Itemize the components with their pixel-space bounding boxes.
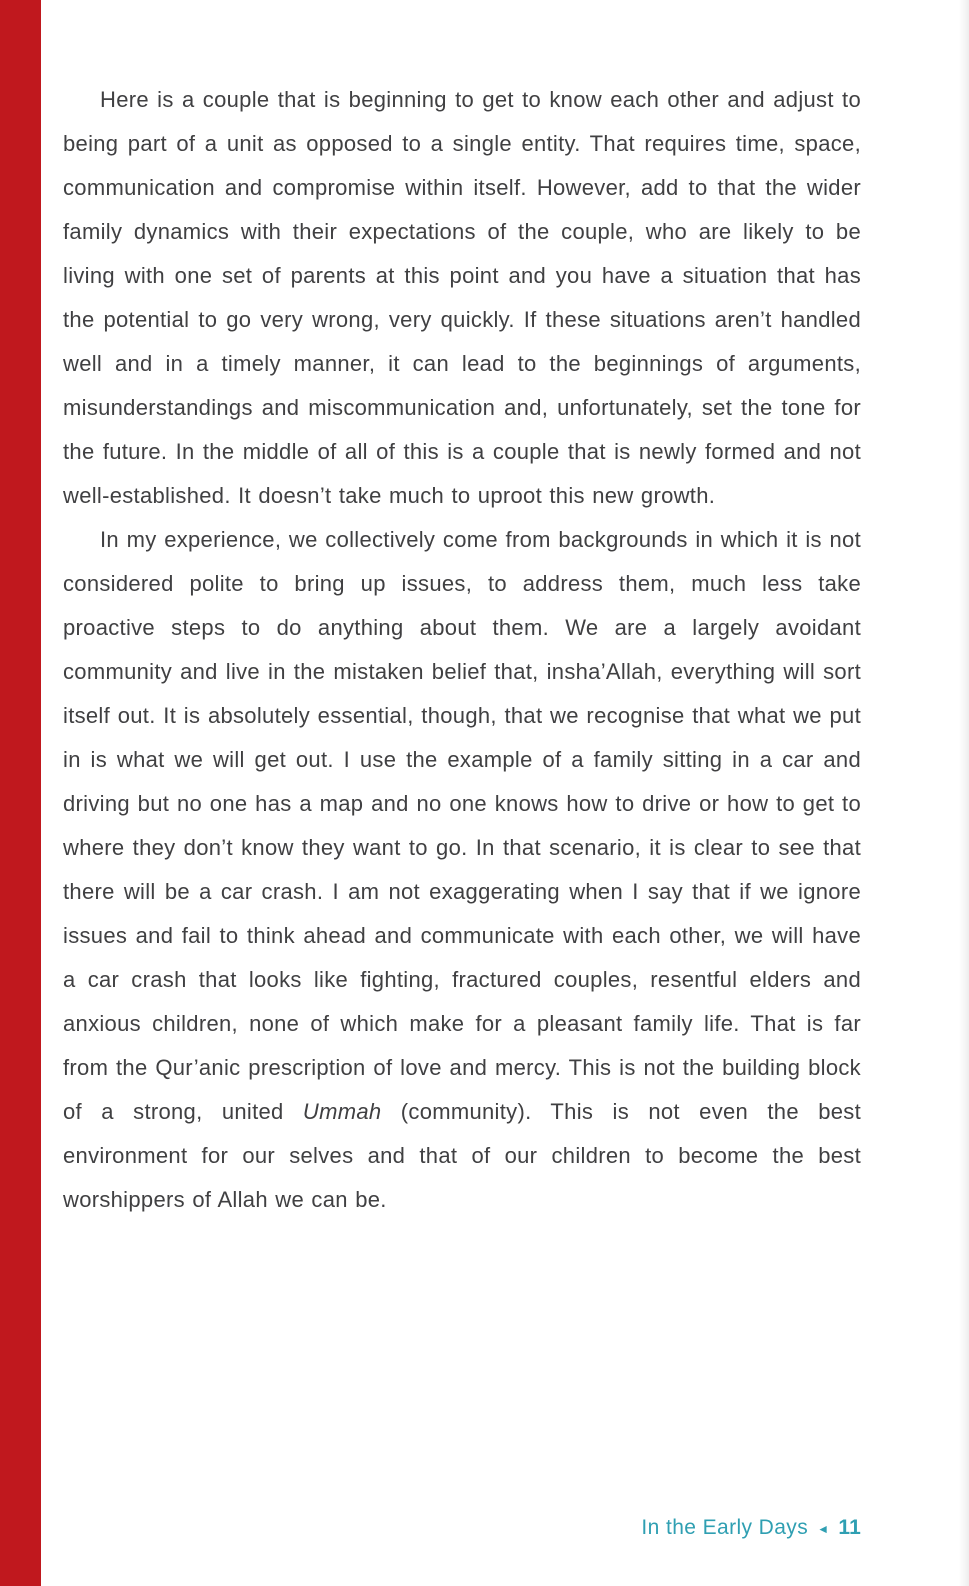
page-content: [63, 78, 861, 1222]
italic-term-ummah: Ummah: [302, 1099, 382, 1124]
paragraph-2-text-after: (community). This is not even the best environment for our selves and that of our children to become the best worshippers of Allah we can be.: [63, 1099, 861, 1212]
page-footer: [641, 1516, 861, 1540]
chapter-title: In the Early Days: [641, 1516, 809, 1539]
paragraph-1: Here is a couple that is beginning to get to know each other and adjust to being part of a unit as opposed to a single entity. That requires time, space, communication and compromise within itself. However, add to that the wider family dynamics with their expectations of the couple, who are likely to be living with one set of parents at this point and you have a situation that has the potential to go very wrong, very quickly. If these situations aren’t handled well and in a timely manner, it can lead to the beginnings of arguments, misunderstandings and miscommunication and, unfortunately, set the tone for the future. In the middle of all of this is a couple that is newly formed and not well-established. It doesn’t take much to uproot this new growth.: [63, 87, 861, 508]
page-edge-shadow: [959, 0, 969, 1586]
left-arrow-icon: ◄: [817, 1522, 830, 1536]
paragraph-2: [63, 518, 861, 1222]
paragraph-2-text-before: In my experience, we collectively come from backgrounds in which it is not considered polite to bring up issues, to address them, much less take proactive steps to do anything about them. We are a largely avoidant community and live in the mistaken belief that, insha’Allah, everything will sort itself out. It is absolutely essential, though, that we recognise that what we put in is what we will get out. I use the example of a family sitting in a car and driving but no one has a map and no one knows how to drive or how to get to where they don’t know they want to go. In that scenario, it is clear to see that there will be a car crash. I am not exaggerating when I say that if we ignore issues and fail to think ahead and communicate with each other, we will have a car crash that looks like fighting, fractured couples, resentful elders and anxious children, none of which make for a pleasant family life. That is far from the Qur’anic prescription of love and mercy. This is not the building block of a strong, united: [63, 527, 861, 1124]
page-number: 11: [838, 1516, 861, 1539]
page-spine-strip: [0, 0, 41, 1586]
